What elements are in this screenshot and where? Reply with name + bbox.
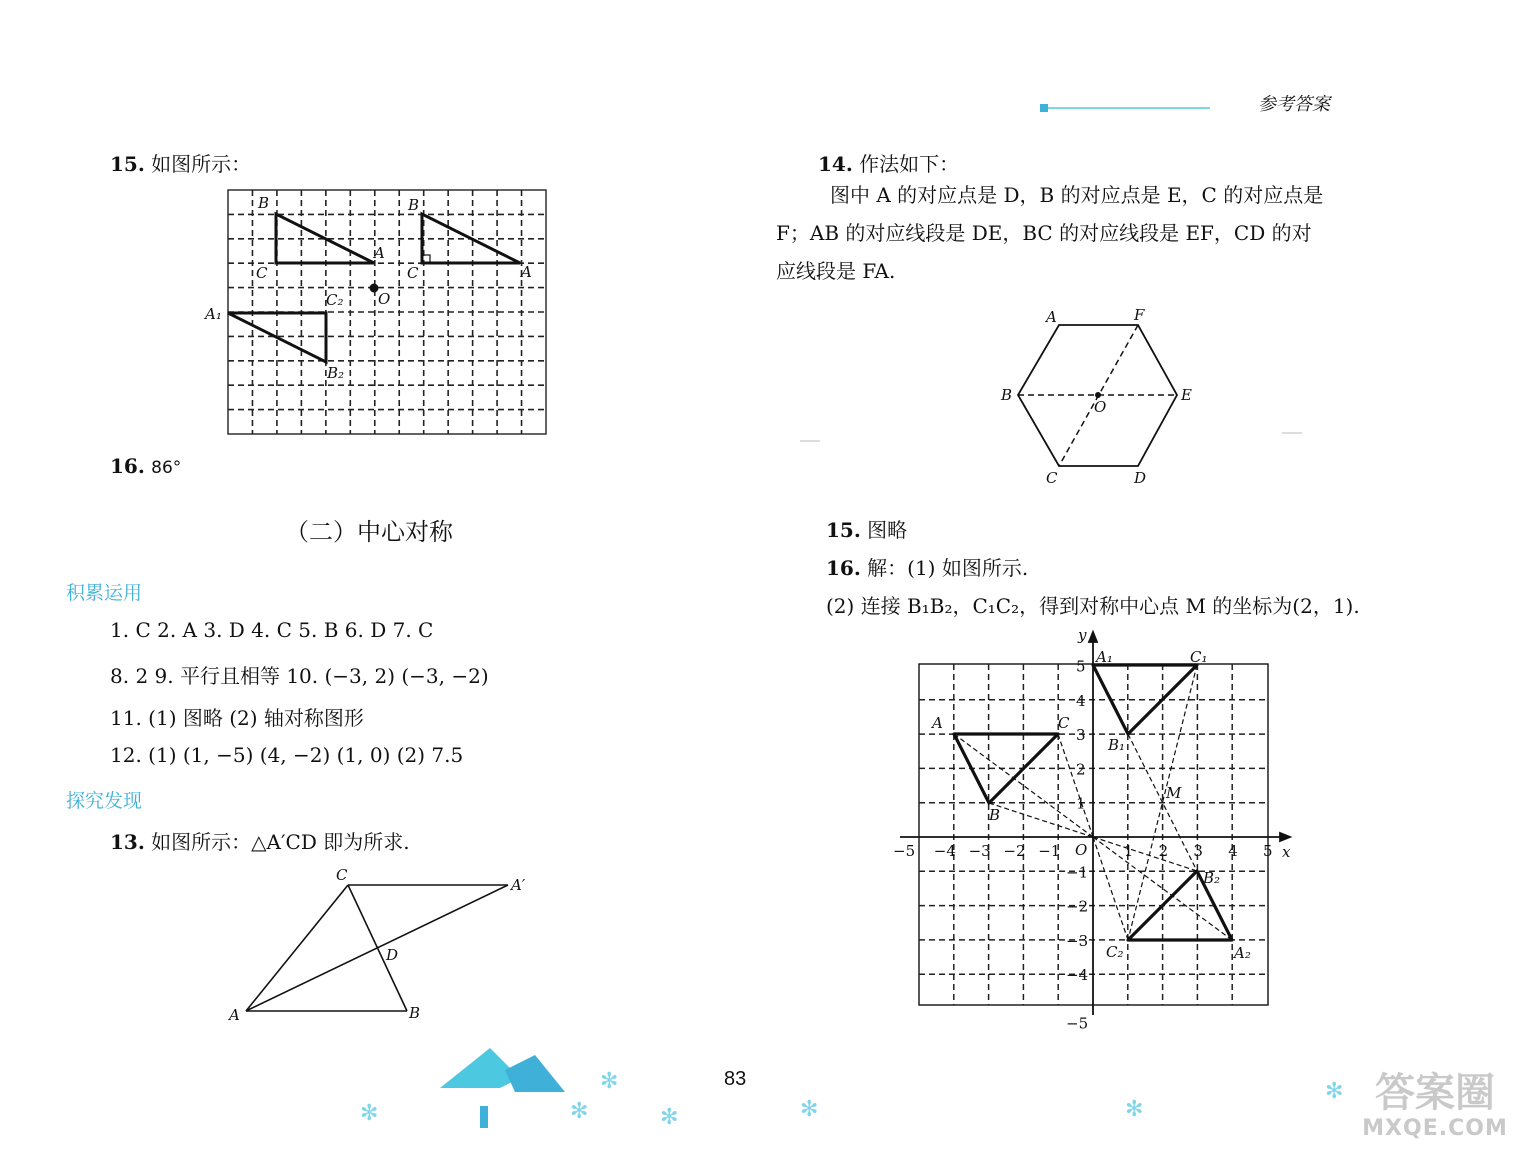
tri-label-d: D <box>386 946 399 964</box>
y-tick-label: 2 <box>1076 760 1086 779</box>
label-c1: C <box>256 264 268 282</box>
coord-label-a1: A₁ <box>1096 648 1113 666</box>
header-dot <box>1040 104 1048 112</box>
x-tick-label: 3 <box>1193 842 1203 860</box>
q16-left-text: 86° <box>151 458 182 478</box>
q13-triangle-figure <box>220 860 550 1030</box>
hex-label-c: C <box>1046 469 1058 487</box>
section-explore: 探究发现 <box>66 790 143 812</box>
q15-left-label: 15. <box>110 152 145 176</box>
q14-body-line-1: 图中 A 的对应点是 D，B 的对应点是 E，C 的对应点是 <box>830 183 1324 207</box>
label-a3: A₁ <box>205 305 222 323</box>
snowflake-icon: ✻ <box>570 1099 589 1124</box>
watermark-line-1: 答案圈 <box>1375 1070 1495 1116</box>
y-tick-label: −4 <box>1066 966 1089 985</box>
watermark-line-2: MXQE.COM <box>1362 1116 1508 1141</box>
x-tick-label: −1 <box>1038 842 1061 860</box>
q13 <box>110 826 410 855</box>
y-tick-label: 1 <box>1076 794 1086 813</box>
q13-text: 如图所示：△A′CD 即为所求. <box>151 830 410 854</box>
axis-x-label: x <box>1282 843 1291 861</box>
header-title: 参考答案 <box>1258 94 1330 115</box>
header-bar <box>1040 104 1210 112</box>
label-b2: B <box>408 196 420 214</box>
snowflake-icon: ✻ <box>360 1101 379 1126</box>
q14-body <box>776 176 1416 290</box>
q14-body-line-2: F；AB 的对应线段是 DE，BC 的对应线段是 EF，CD 的对 <box>776 221 1312 245</box>
house-door <box>480 1106 488 1128</box>
y-tick-label: −3 <box>1066 931 1089 950</box>
coord-label-a2: A₂ <box>1234 944 1251 962</box>
answer-line-1: 1. C 2. A 3. D 4. C 5. B 6. D 7. C <box>110 618 434 642</box>
axis-y-label: y <box>1078 626 1087 644</box>
q13-label: 13. <box>110 830 145 854</box>
hex-label-a: A <box>1046 308 1057 326</box>
answer-line-4: 12. (1) (1, −5) (4, −2) (1, 0) (2) 7.5 <box>110 743 464 767</box>
q14-hexagon-figure <box>790 300 1310 490</box>
page-number: 83 <box>724 1068 747 1090</box>
label-b3: B₂ <box>327 364 345 382</box>
x-tick-label: 4 <box>1228 842 1238 860</box>
coord-label-a: A <box>932 714 943 732</box>
y-tick-label: 3 <box>1076 726 1086 745</box>
snowflake-icon: ✻ <box>660 1105 679 1130</box>
tri-label-a-prime: A′ <box>511 876 526 894</box>
coord-label-m: M <box>1166 784 1182 802</box>
q15-right-label: 15. <box>826 518 861 542</box>
triangle-abc-translated <box>422 214 520 263</box>
q15-left <box>110 148 251 177</box>
q15-right <box>826 514 907 543</box>
hex-label-f: F <box>1134 306 1145 324</box>
x-tick-label: −3 <box>968 842 991 860</box>
snowflake-icon: ✻ <box>600 1069 619 1094</box>
label-b1: B <box>258 194 270 212</box>
q14-right <box>818 148 959 177</box>
q15-grid-figure <box>200 180 560 445</box>
snowflake-icon: ✻ <box>800 1097 819 1122</box>
q16-left <box>110 454 181 478</box>
y-tick-label: −1 <box>1066 863 1089 882</box>
q14-label: 14. <box>818 152 853 176</box>
house-roof-right <box>505 1055 565 1092</box>
tri-label-b: B <box>409 1004 421 1022</box>
axis-origin-label: O <box>1075 841 1088 859</box>
y-tick-label: 5 <box>1076 657 1086 676</box>
header-rule <box>1040 107 1210 109</box>
x-tick-label: −4 <box>933 842 956 860</box>
q14-body-line-3: 应线段是 FA. <box>776 259 896 283</box>
coord-label-b: B <box>989 806 1001 824</box>
snowflake-icon: ✻ <box>1325 1079 1344 1104</box>
x-tick-label: 1 <box>1123 842 1134 860</box>
q16-right-label: 16. <box>826 556 861 580</box>
y-tick-label: −5 <box>1066 1014 1089 1033</box>
tri-label-c: C <box>336 866 348 884</box>
q15-left-text: 如图所示： <box>151 152 252 176</box>
x-tick-label: 5 <box>1263 842 1273 860</box>
q16-right-text: 解：(1) 如图所示. <box>867 556 1029 580</box>
q16-left-label: 16. <box>110 454 145 478</box>
label-a2: A <box>521 263 532 281</box>
q16-part2: (2) 连接 B₁B₂，C₁C₂，得到对称中心点 M 的坐标为(2，1). <box>826 594 1360 618</box>
q15-right-text: 图略 <box>867 518 908 542</box>
house-roof-left <box>440 1048 520 1088</box>
x-tick-label: −5 <box>893 842 916 860</box>
section-title: （二）中心对称 <box>285 518 453 546</box>
q14-text: 作法如下： <box>859 152 960 176</box>
y-tick-label: −2 <box>1066 897 1089 916</box>
label-o: O <box>378 290 391 308</box>
hex-label-o: O <box>1094 398 1107 416</box>
section-accumulate: 积累运用 <box>66 582 143 604</box>
tri-label-a: A <box>229 1006 240 1024</box>
coord-label-c: C <box>1058 714 1070 732</box>
answer-line-3: 11. (1) 图略 (2) 轴对称图形 <box>110 706 364 730</box>
q16-right <box>826 552 1028 581</box>
label-a1: A <box>374 244 385 262</box>
hex-label-e: E <box>1181 386 1192 404</box>
coord-label-c2: C₂ <box>1106 943 1124 961</box>
label-c3: C₂ <box>326 291 344 309</box>
label-c2: C <box>407 264 419 282</box>
coord-label-b1: B₁ <box>1108 736 1126 754</box>
hex-label-b: B <box>1001 386 1013 404</box>
coord-label-c1: C₁ <box>1190 648 1208 666</box>
snowflake-icon: ✻ <box>1125 1097 1144 1122</box>
hex-label-d: D <box>1134 469 1147 487</box>
watermark <box>1340 1070 1530 1141</box>
answer-line-2: 8. 2 9. 平行且相等 10. (−3, 2) (−3, −2) <box>110 664 489 688</box>
x-tick-label: 2 <box>1158 842 1169 860</box>
coord-label-b2: B₂ <box>1203 869 1221 887</box>
x-tick-label: −2 <box>1003 842 1026 860</box>
coordinate-grid-figure <box>890 625 1300 1033</box>
y-tick-label: 4 <box>1076 691 1086 710</box>
footer-decoration <box>340 1040 1344 1160</box>
